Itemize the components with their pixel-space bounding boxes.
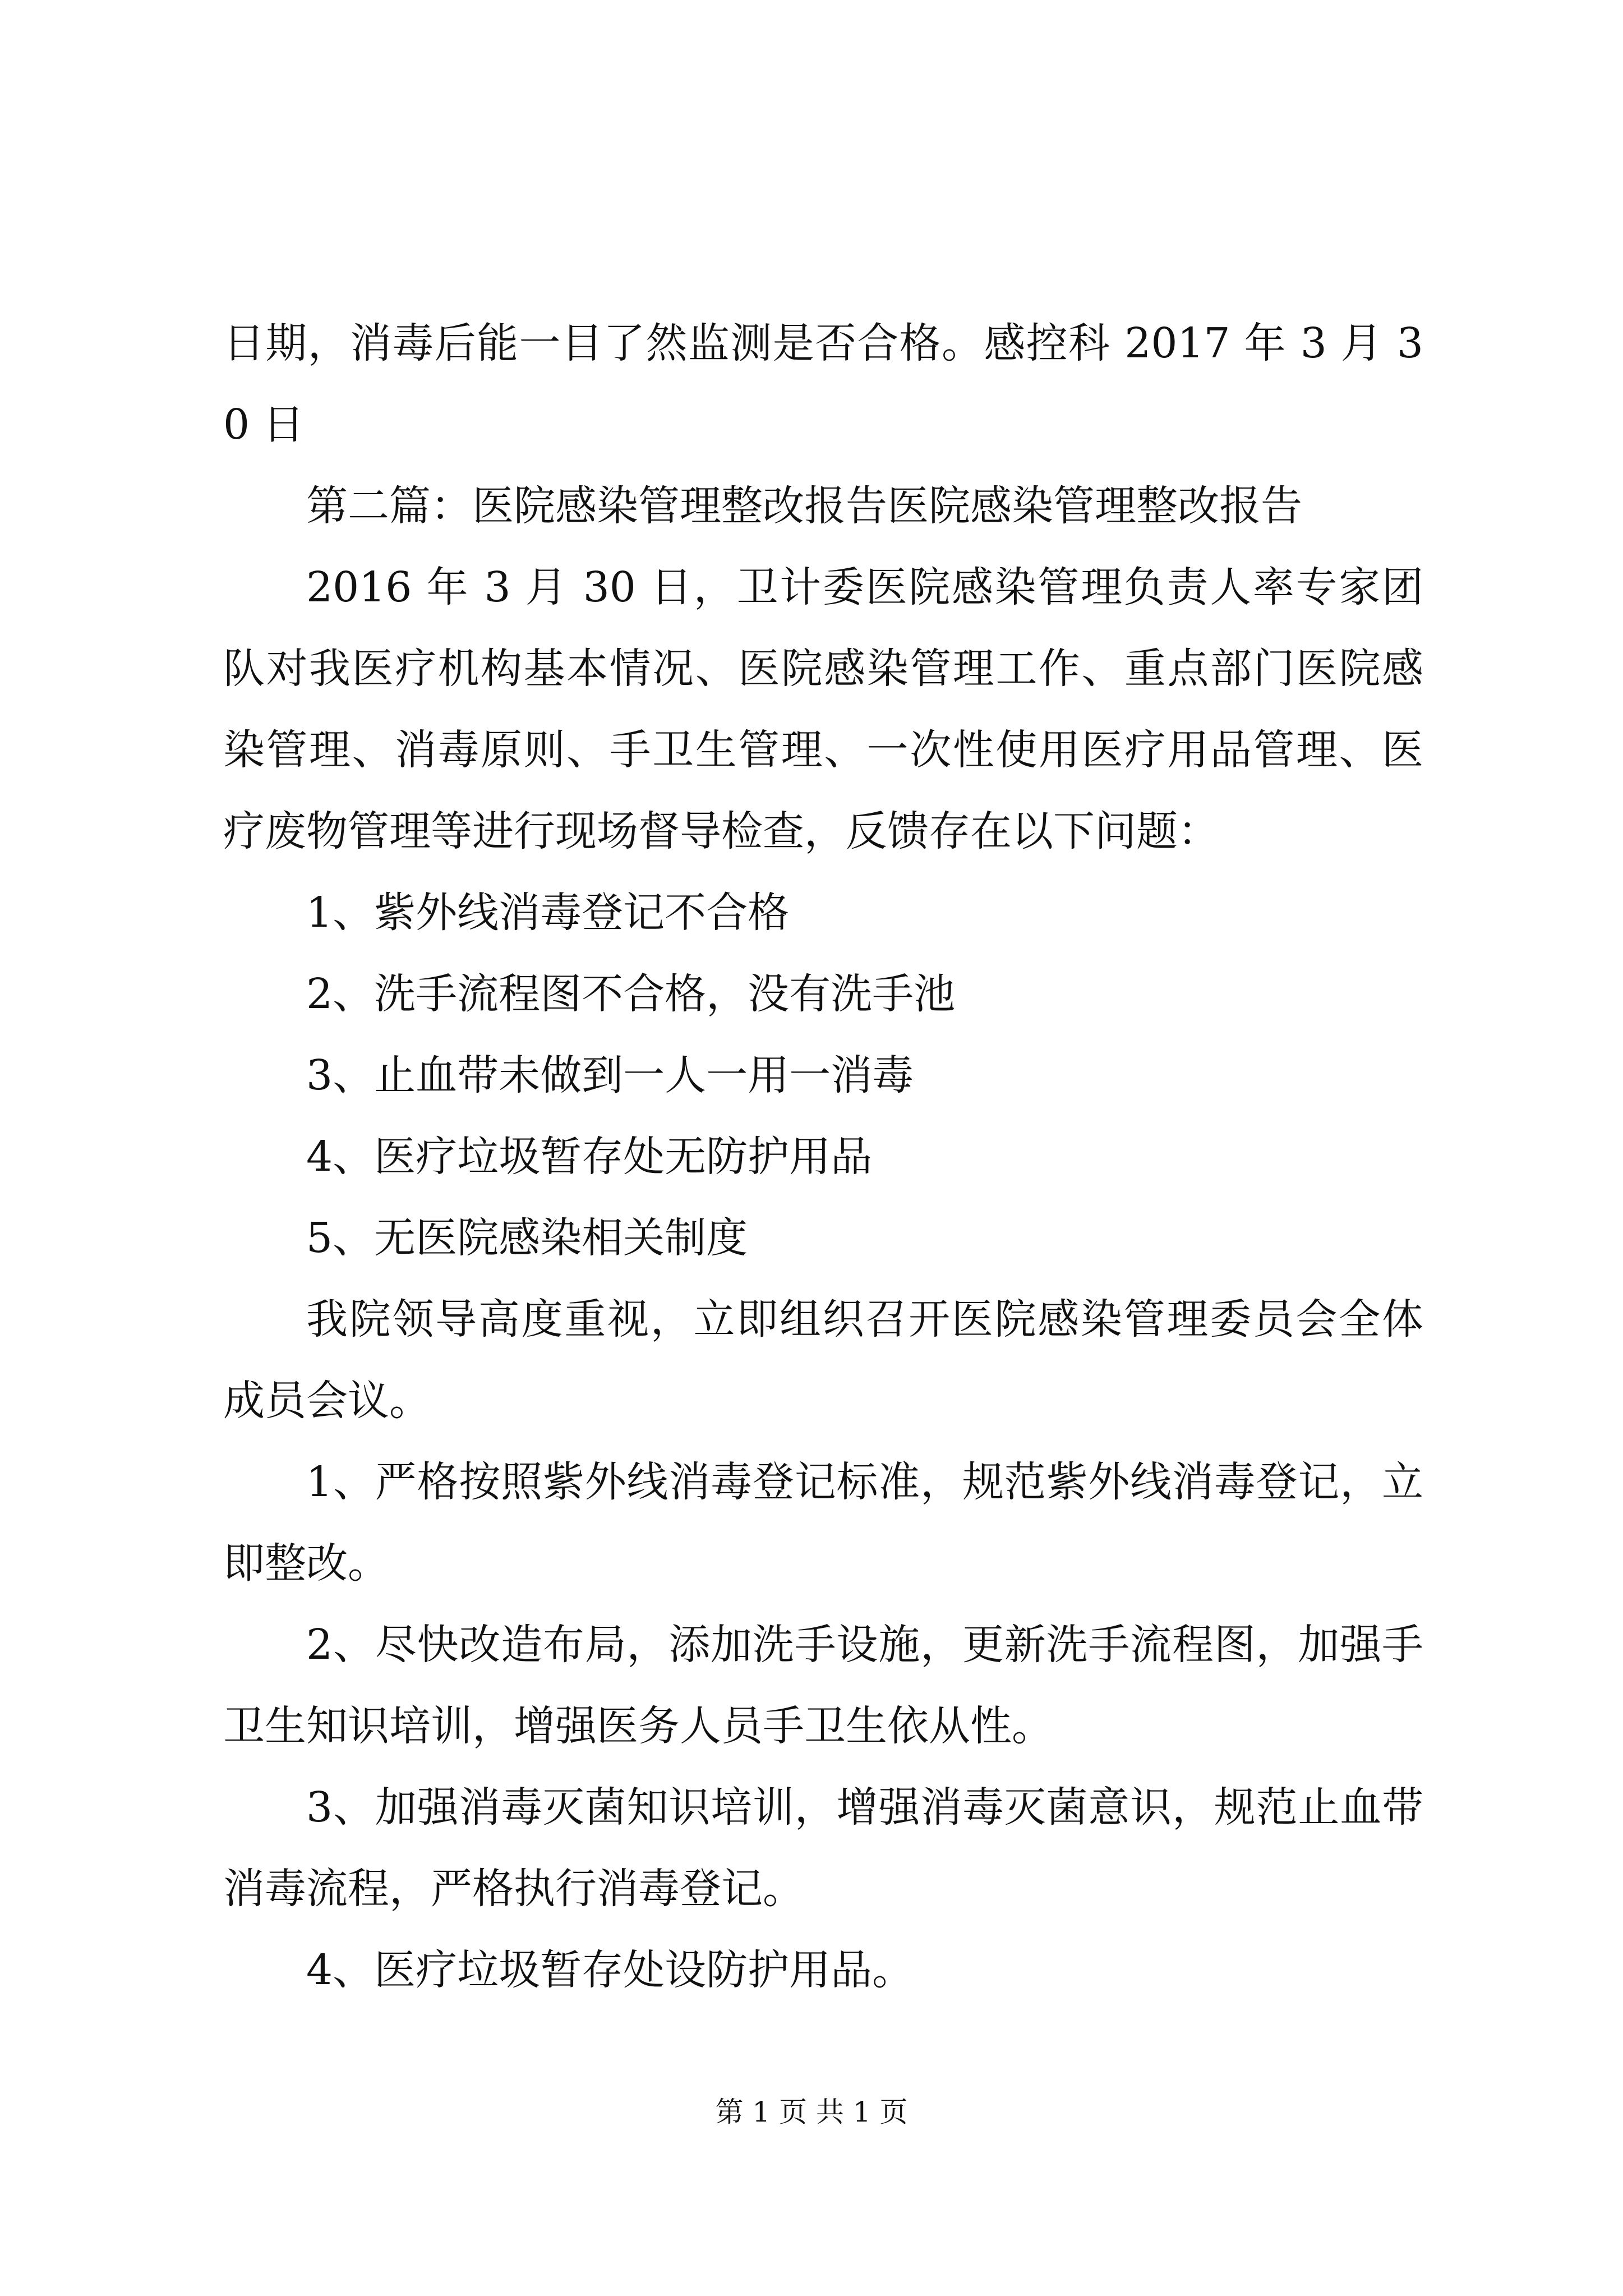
paragraph-leadership: 我院领导高度重视，立即组织召开医院感染管理委员会全体成员会议。	[223, 1295, 1423, 1425]
paragraph-2: 第二篇：医院感染管理整改报告医院感染管理整改报告	[306, 482, 1302, 530]
paragraph-1: 日期，消毒后能一目了然监测是否合格。感控科 2017 年 3 月 30 日	[223, 319, 1423, 449]
list-item-problem-2: 2、洗手流程图不合格，没有洗手池	[306, 970, 956, 1018]
page-footer: 第 1 页 共 1 页	[715, 2096, 908, 2128]
list-item-measure-4: 4、医疗垃圾暂存处设防护用品。	[306, 1946, 914, 1994]
list-item-measure-2: 2、尽快改造布局，添加洗手设施，更新洗手流程图，加强手卫生知识培训，增强医务人员手卫生依从性。	[223, 1621, 1423, 1750]
list-item-problem-5: 5、无医院感染相关制度	[306, 1214, 748, 1262]
paragraph-3: 2016 年 3 月 30 日，卫计委医院感染管理负责人率专家团队对我医疗机构基本情况、医院感染管理工作、重点部门医院感染管理、消毒原则、手卫生管理、一次性使用医疗用品管理、医疗废物管理等进行现场督导检查，反馈存在以下问题：	[223, 563, 1423, 855]
list-item-problem-3: 3、止血带未做到一人一用一消毒	[306, 1051, 914, 1099]
list-item-measure-3: 3、加强消毒灭菌知识培训，增强消毒灭菌意识，规范止血带消毒流程，严格执行消毒登记。	[223, 1783, 1423, 1913]
document-body	[223, 303, 1423, 2011]
list-item-measure-1: 1、严格按照紫外线消毒登记标准，规范紫外线消毒登记，立即整改。	[223, 1458, 1423, 1588]
list-item-problem-4: 4、医疗垃圾暂存处无防护用品	[306, 1133, 873, 1181]
list-item-problem-1: 1、紫外线消毒登记不合格	[306, 889, 790, 937]
